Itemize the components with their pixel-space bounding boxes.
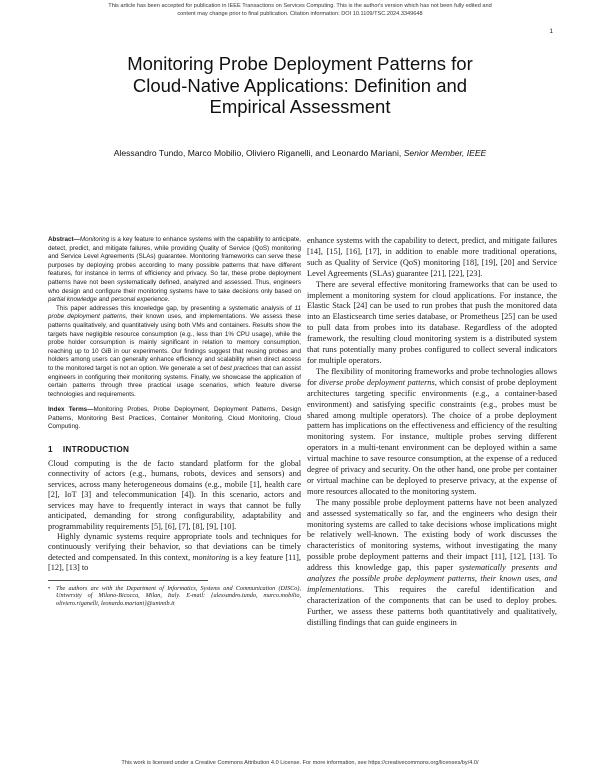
index-terms: Index Terms—Monitoring Probes, Probe Deployment, Deployment Patterns, Design Patterns, Monitoring Best Practices, Container Monitoring, Cloud Monitoring, Cloud Computing.: [48, 406, 301, 431]
affiliation-footnote: [48, 585, 301, 608]
right-p3-text-b: , which consist of probe deployment architectures targeting specific environments (e.g., a container-based environment) and satisfying specific constraints (e.g., probes must be shared among multiple operators). The choice of a probe deployment pattern has implications on the effectiveness and efficiency of the resulting monitoring system. For instance, multiple probes serving different operators in a multi-tenant environment can be deployed within a same virtual machine to save resource consumption, at the expense of a reduced degree of privacy and security. On the other hand, one probe per container or virtual machine can be deployed to preserve privacy, at the expense of more resources allocated to the monitoring system.: [307, 377, 557, 496]
abstract-personal-experience: personal experience: [111, 296, 168, 304]
abstract-and: and: [98, 296, 110, 304]
abstract-best-practices: best practices: [219, 364, 259, 372]
right-p4-text-a: The many possible probe deployment patterns have not been analyzed and assessed systematically so far, and the engineers who design their monitoring systems are called to take decisions whose implications might be relatively well-known. The existing body of work discusses the characteristics of monitoring systems, without investigating the many possible probe deployment patterns and their impact [11], [12], [13]. To address this knowledge gap, this paper: [307, 497, 557, 573]
intro-paragraph-1: Cloud computing is the de facto standard platform for the global connectivity of actors (e.g., humans, robots, devices and sensors) and services, across many heterogeneous domains (e.g., mobile [1], health care [2], IoT [3] and telecommunication [4]). In this scenario, actors and services may have to frequently interact in ways that cannot be fully anticipated, demanding for strong configurability, adaptability and programmability requirements [5], [6], [7], [8], [9], [10].: [48, 459, 301, 531]
title-line-3: Empirical Assessment: [209, 96, 391, 117]
abstract-p1-end: .: [167, 296, 170, 304]
paper-title: [40, 53, 560, 118]
footnote-affiliation: The authors are with the Department of Informatics, Systems and Communication (DISCo), University of Milano-Bicocca, Milan, Italy.: [56, 584, 301, 600]
intro-p2-text-a: Highly dynamic systems require appropriate tools and techniques for continuously verifying their behavior, so that deviations can be timely detected and compensated. In this context,: [48, 531, 301, 562]
abstract-p2-text-a: This paper addresses this knowledge gap, by presenting a systematic analysis of: [56, 304, 292, 312]
footnote-separator: [48, 580, 208, 581]
right-paragraph-2: There are several effective monitoring frameworks that can be used to implement a monitoring system for cloud applications. For instance, the Elastic Stack [24] can be used to run probes that push the monitored data into an Elasticsearch time series database, or Prometheus [25] can be used to pull data from probes into its database. Regardless of the adopted framework, the resulting cloud monitoring system is a distributed system that runs potentially many probes configured to collect several indicators for multiple operators.: [307, 279, 557, 365]
footnote-email: E-mail: {alessandro.tundo, marco.mobilio, oliviero.riganelli, leonardo.mariani}@unimib.it: [56, 592, 302, 607]
right-column: [307, 236, 557, 629]
publication-notice-line1: This article has been accepted for publication in IEEE Transactions on Services Computing. This is the author's version which has not been fully edited and: [108, 3, 492, 9]
title-line-1: Monitoring Probe Deployment Patterns for: [127, 53, 473, 74]
author-list: [40, 148, 560, 158]
right-paragraph-4: [307, 498, 557, 629]
publication-notice-line2: content may change prior to final publication. Citation information: DOI 10.1109/TSC.2024.3349648: [177, 10, 423, 17]
index-terms-label: Index Terms: [48, 406, 88, 414]
abstract-p2-text-c: that can assist engineers in configuring their monitoring systems. Finally, we showcase the application of certain patterns through three practical usage scenarios, which feature diverse technologies and requirements.: [48, 364, 301, 398]
author-title: Senior Member, IEEE: [403, 148, 487, 158]
authors-names: Alessandro Tundo, Marco Mobilio, Oliviero Riganelli, and Leonardo Mariani,: [113, 148, 402, 158]
right-p3-text-a: The flexibility of monitoring frameworks and probe technologies allows for: [307, 366, 557, 387]
section-heading-introduction: [48, 445, 301, 454]
license-notice: This work is licensed under a Creative Commons Attribution 4.0 License. For more information, see https://creativecommons.org/licenses/by/4.0/: [121, 760, 479, 766]
index-terms-text: Monitoring Probes, Probe Deployment, Deployment Patterns, Design Patterns, Monitoring Best Practices, Container Monitoring, Cloud Monitoring, Cloud Computing.: [48, 406, 301, 431]
intro-p2-text-b: is a key feature [11], [12], [13] to: [48, 552, 302, 573]
right-p4-italic: systematically presents and analyzes the possible probe deployment patterns, their known uses, and implementations: [307, 563, 557, 594]
abstract-partial-knowledge: partial knowledge: [48, 296, 98, 304]
intro-paragraph-2: [48, 532, 301, 574]
right-paragraph-1: enhance systems with the capability to detect, predict, and mitigate failures [14], [15], [16], [17], in addition to enable more traditional operations, such as Quality of Service (QoS) monitoring [18], [19], [20] and Service Level Agreements (SLAs) guarantee [21], [22], [23].: [307, 236, 557, 278]
abstract-p2-patterns: 11 probe deployment patterns: [48, 304, 302, 321]
publication-notice: [50, 3, 550, 18]
left-column: [48, 236, 301, 607]
footnote-bullet: •: [48, 584, 51, 592]
abstract-keyword: Monitoring: [79, 236, 110, 243]
abstract-paragraph-2: [48, 305, 301, 400]
section-number: 1: [48, 445, 53, 455]
abstract-p2-text-b: , their known uses, and implementations. We assess these patterns qualitatively, and quantitatively using both VMs and containers. Results show the targets have negligible resource consumption (e.g., less than 1% CPU usage), while the probe holder consumption is mainly significant in relation to memory consumption, reaching up to 10 GiB in our experiments. Our findings suggest that reusing probes and holders among users can generally enhance efficiency and scalability when direct access to the monitored target is not an option. We generate a set of: [48, 313, 301, 372]
page-number: 1: [549, 28, 553, 35]
right-paragraph-3: [307, 367, 557, 498]
abstract-paragraph-1: Abstract—Monitoring is a key feature to enhance systems with the capability to anticipate, detect, predict, and mitigate failures, while providing Quality of Service (QoS) monitoring and Service Level Agreements (SLAs) guarantee. Monitoring frameworks can serve these purposes by deploying probes according to many possible patterns that have different features, for instance in terms of efficiency and privacy. So far, these probe deployment patterns have not been systematically defined, analyzed and assessed. Thus, engineers who design and configure their monitoring systems have to take decisions only based on partial knowledge and personal experience.: [48, 236, 302, 304]
intro-p2-monitoring: monitoring: [192, 552, 230, 562]
right-p3-italic: diverse probe deployment patterns: [319, 377, 435, 387]
abstract-label: Abstract: [48, 236, 74, 243]
abstract-p1-text: is a key feature to enhance systems with the capability to anticipate, detect, predict, and mitigate failures, while providing Quality of Service (QoS) monitoring and Service Level Agreements (SLAs) guarantee. Monitoring frameworks can serve these purposes by deploying probes according to many possible patterns that have different features, for instance in terms of efficiency and privacy. So far, these probe deployment patterns have not been systematically defined, analyzed and assessed. Thus, engineers who design and configure their monitoring systems have to take decisions only based on: [48, 236, 302, 295]
title-line-2: Cloud-Native Applications: Definition and: [132, 74, 468, 96]
right-p4-text-b: . This requires the careful identification and characterization of the components that can be used to deploy probes. Further, we assess these patterns both quantitatively and qualitatively, distilling findings that can guide engineers in: [307, 585, 557, 627]
section-title: INTRODUCTION: [62, 445, 130, 455]
